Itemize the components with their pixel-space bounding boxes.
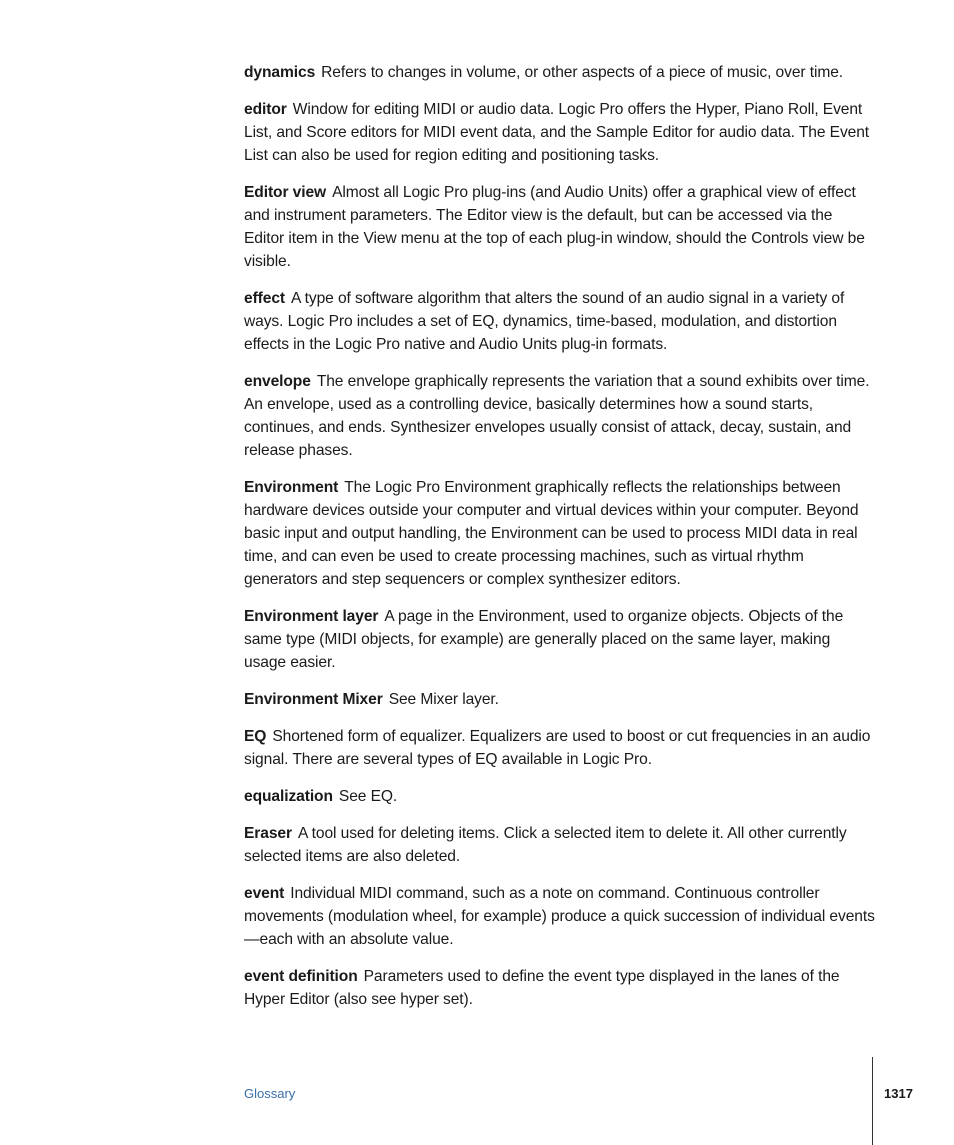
glossary-term: envelope xyxy=(244,373,311,390)
glossary-term: equalization xyxy=(244,788,333,805)
glossary-content xyxy=(244,61,876,1025)
glossary-term: Environment layer xyxy=(244,608,379,625)
footer-section-label: Glossary xyxy=(244,1086,296,1101)
glossary-term: Environment Mixer xyxy=(244,691,383,708)
glossary-entry-equalization xyxy=(244,785,876,808)
glossary-entry-effect xyxy=(244,287,876,356)
glossary-definition: Almost all Logic Pro plug-ins (and Audio Units) offer a graphical view of effect and instrument parameters. The Editor view is the default, but can be accessed via the Editor item in the View menu at the top of each plug-in window, should the Controls view be visible. xyxy=(244,184,865,270)
glossary-entry-environment-layer xyxy=(244,605,876,674)
glossary-definition: A page in the Environment, used to organize objects. Objects of the same type (MIDI objects, for example) are generally placed on the same layer, making usage easier. xyxy=(244,608,844,671)
glossary-entry-event xyxy=(244,882,876,951)
glossary-definition: See EQ. xyxy=(338,788,398,805)
glossary-term: event xyxy=(244,885,285,902)
glossary-definition: Refers to changes in volume, or other aspects of a piece of music, over time. xyxy=(321,64,844,81)
glossary-definition: A type of software algorithm that alters the sound of an audio signal in a variety of ways. Logic Pro includes a set of EQ, dynamics, time-based, modulation, and distortion effects in the Logic Pro native and Audio Units plug-in formats. xyxy=(244,290,845,353)
glossary-term: editor xyxy=(244,101,287,118)
glossary-entry-eq xyxy=(244,725,876,771)
footer-divider xyxy=(872,1057,873,1145)
glossary-entry-environment xyxy=(244,476,876,591)
glossary-entry-dynamics xyxy=(244,61,876,84)
glossary-definition: Parameters used to define the event type displayed in the lanes of the Hyper Editor (also see hyper set). xyxy=(244,968,840,1008)
glossary-entry-environment-mixer xyxy=(244,688,876,711)
glossary-term: Environment xyxy=(244,479,339,496)
glossary-term: Eraser xyxy=(244,825,292,842)
glossary-entry-envelope xyxy=(244,370,876,462)
glossary-definition: Shortened form of equalizer. Equalizers are used to boost or cut frequencies in an audio signal. There are several types of EQ available in Logic Pro. xyxy=(244,728,871,768)
glossary-definition: The envelope graphically represents the variation that a sound exhibits over time. An envelope, used as a controlling device, basically determines how a sound starts, continues, and ends. Synthesizer envelopes usually consist of attack, decay, sustain, and release phases. xyxy=(244,373,870,459)
glossary-term: EQ xyxy=(244,728,267,745)
glossary-definition: Individual MIDI command, such as a note on command. Continuous controller movements (modulation wheel, for example) produce a quick succession of individual events—each with an absolute value. xyxy=(244,885,875,948)
page-number: 1317 xyxy=(884,1086,913,1101)
glossary-term: dynamics xyxy=(244,64,316,81)
glossary-definition: A tool used for deleting items. Click a selected item to delete it. All other currently selected items are also deleted. xyxy=(244,825,847,865)
glossary-entry-event-definition xyxy=(244,965,876,1011)
glossary-definition: The Logic Pro Environment graphically reflects the relationships between hardware devices outside your computer and virtual devices within your computer. Beyond basic input and output handling, the Environment can be used to process MIDI data in real time, and can even be used to create processing machines, such as virtual rhythm generators and step sequencers or complex synthesizer editors. xyxy=(244,479,859,588)
glossary-entry-eraser xyxy=(244,822,876,868)
glossary-term: effect xyxy=(244,290,285,307)
glossary-entry-editor-view xyxy=(244,181,876,273)
glossary-definition: See Mixer layer. xyxy=(388,691,499,708)
glossary-term: Editor view xyxy=(244,184,327,201)
glossary-term: event definition xyxy=(244,968,358,985)
glossary-definition: Window for editing MIDI or audio data. Logic Pro offers the Hyper, Piano Roll, Event List, and Score editors for MIDI event data, and the Sample Editor for audio data. The Event List can also be used for region editing and positioning tasks. xyxy=(244,101,870,164)
glossary-entry-editor xyxy=(244,98,876,167)
